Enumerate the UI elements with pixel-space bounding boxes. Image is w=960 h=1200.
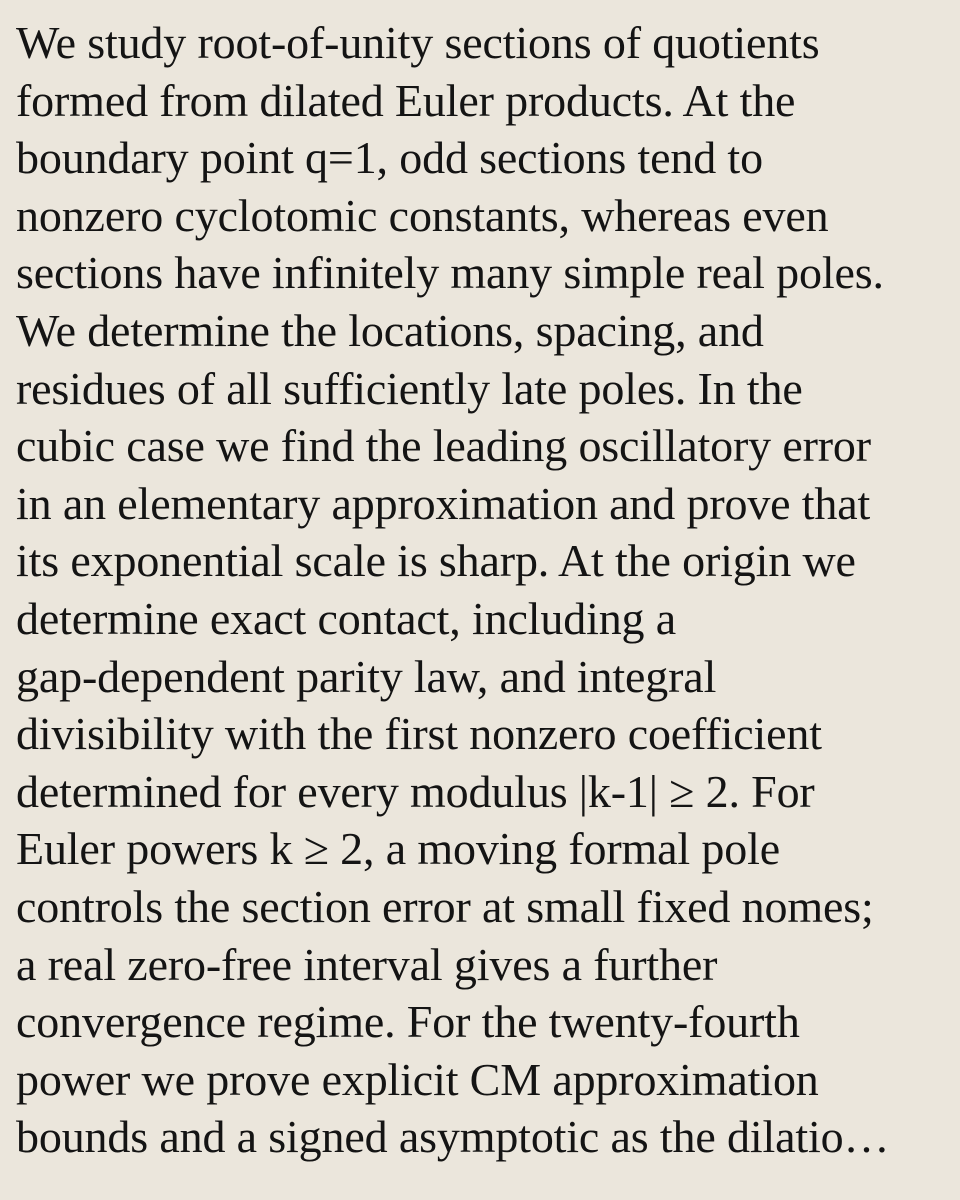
abstract-line: boundary point q=1, odd sections tend to [16, 132, 763, 184]
abstract-line: in an elementary approximation and prove that [16, 477, 871, 529]
abstract-line: cubic case we find the leading oscillatory error [16, 420, 871, 472]
abstract-line: formed from dilated Euler products. At the [16, 74, 796, 126]
abstract-line: divisibility with the first nonzero coefficient [16, 708, 822, 760]
abstract-line: We determine the locations, spacing, and [16, 304, 764, 356]
abstract-line: controls the section error at small fixed nomes; [16, 880, 874, 932]
abstract-line: gap-dependent parity law, and integral [16, 650, 717, 702]
abstract-line: Euler powers k ≥ 2, a moving formal pole [16, 823, 781, 875]
abstract-line: bounds and a signed asymptotic as the dilatio… [16, 1111, 890, 1163]
abstract-line: determined for every modulus |k-1| ≥ 2. For [16, 765, 815, 817]
abstract-line: We study root-of-unity sections of quotients [16, 17, 820, 68]
abstract-line: sections have infinitely many simple real poles. [16, 247, 884, 299]
abstract-line: nonzero cyclotomic constants, whereas even [16, 189, 829, 241]
abstract-line: residues of all sufficiently late poles. In the [16, 362, 803, 414]
abstract-line: a real zero-free interval gives a further [16, 938, 718, 990]
abstract-text [16, 14, 946, 1166]
abstract-line: power we prove explicit CM approximation [16, 1053, 819, 1105]
abstract-line: convergence regime. For the twenty-fourth [16, 996, 800, 1048]
abstract-line: determine exact contact, including a [16, 592, 677, 644]
abstract-line: its exponential scale is sharp. At the origin we [16, 535, 856, 587]
